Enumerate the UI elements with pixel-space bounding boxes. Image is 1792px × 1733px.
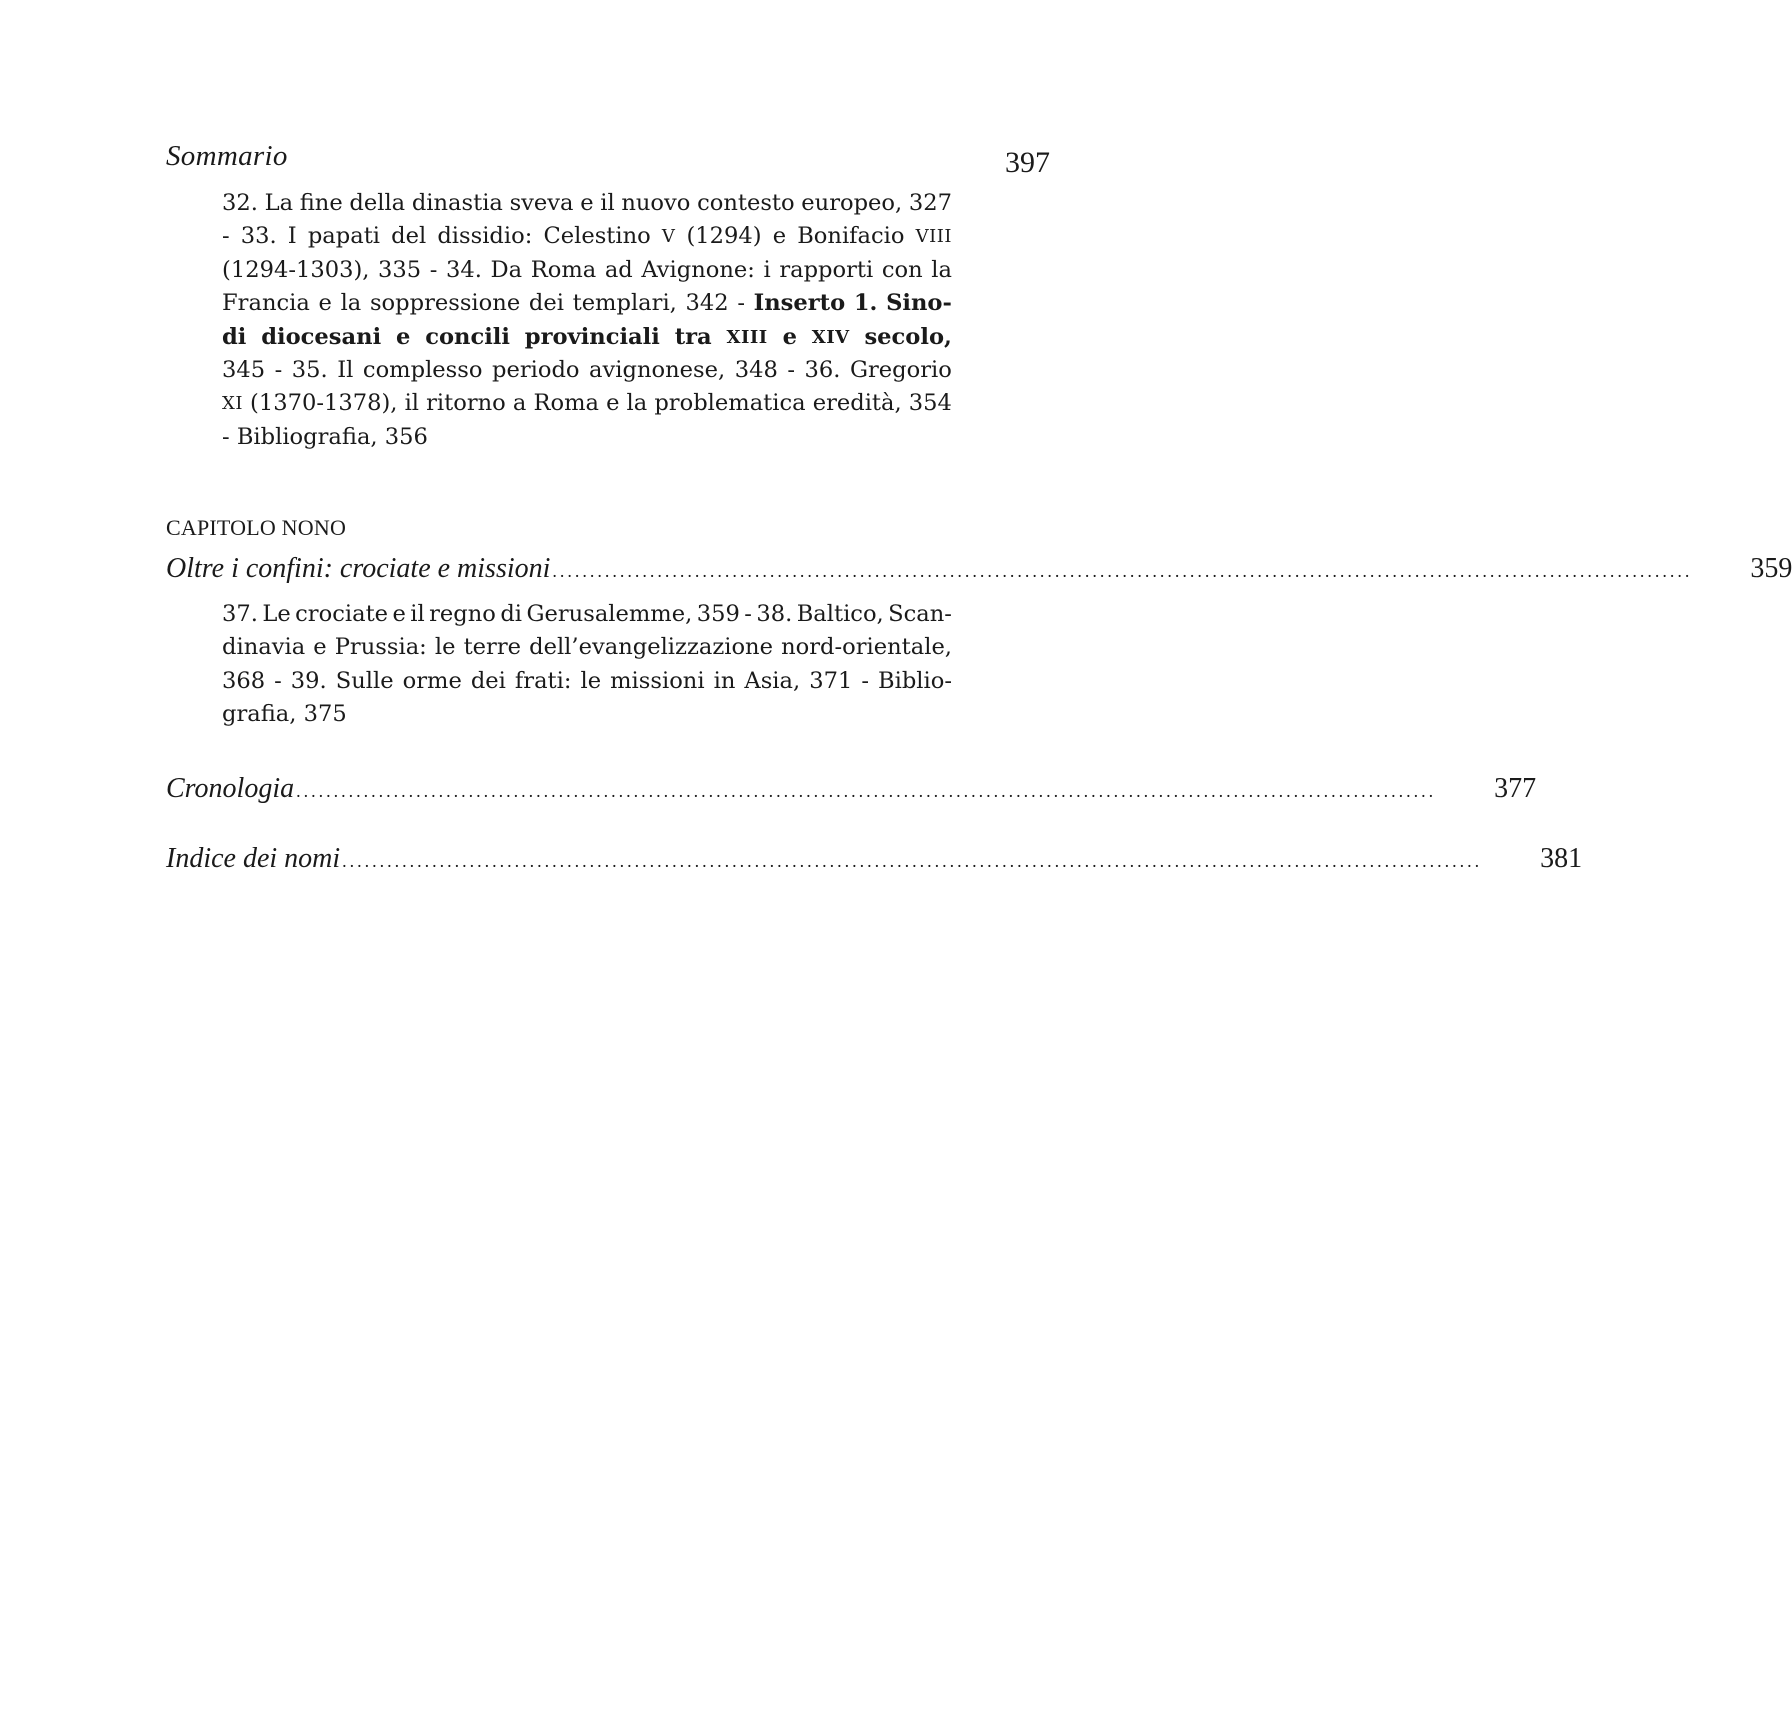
word: la [340, 290, 362, 317]
word: papati [307, 223, 381, 250]
word: terre [463, 634, 522, 661]
summary-line: - Bibliografia, 356 [222, 423, 428, 450]
toc-entry-page: 359 [1750, 553, 1792, 584]
word: dei [528, 290, 564, 317]
word: diocesani [261, 323, 382, 350]
summary-line [222, 254, 952, 287]
word: - [787, 357, 795, 384]
word: - [861, 667, 869, 694]
word: (1294-1303), [222, 256, 370, 283]
word: 37. [222, 601, 258, 627]
word: I [287, 223, 297, 250]
word: - [274, 667, 282, 694]
word: fine [299, 190, 343, 216]
word: dissidio: [437, 223, 533, 250]
word: templari, [572, 290, 677, 317]
word: - [274, 357, 283, 384]
word: XI [222, 393, 243, 415]
summary-line [222, 220, 952, 253]
word: V [661, 226, 676, 248]
word: le [580, 667, 602, 694]
word: 327 [908, 190, 952, 216]
word: 345 [222, 357, 266, 384]
word: Sino- [886, 290, 952, 317]
summary-line [222, 598, 952, 631]
summary-line [222, 665, 952, 698]
word: 354 [908, 390, 952, 417]
leader-dots: ........................................................................................................................................................ [342, 851, 1483, 871]
toc-entry-page: 377 [1494, 773, 1537, 804]
word: 39. [290, 667, 327, 694]
word: Biblio- [878, 667, 952, 694]
word: contesto [697, 190, 795, 216]
word: i [763, 256, 771, 283]
word: Da [490, 256, 523, 283]
chapter-nine-summary [222, 598, 952, 732]
word: XIII [726, 326, 768, 348]
word: Francia [222, 290, 310, 317]
toc-entry-page: 381 [1540, 843, 1583, 874]
word: Il [337, 357, 354, 384]
word: avignonese, [589, 357, 726, 384]
word: del [391, 223, 427, 250]
word: dinavia [222, 634, 306, 661]
word: Gregorio [849, 357, 952, 384]
word: Celestino [543, 223, 651, 250]
word: - [744, 601, 752, 627]
word: VIII [915, 226, 952, 248]
word: 335 [378, 256, 422, 283]
word: 38. [756, 601, 793, 627]
word: Roma [530, 256, 597, 283]
word: 359 [696, 601, 740, 627]
word: complesso [362, 357, 483, 384]
word: Scan- [888, 601, 952, 627]
running-head: Sommario [166, 140, 288, 172]
word: Baltico, [796, 601, 884, 627]
word: 368 [222, 667, 266, 694]
word: il [600, 190, 615, 216]
page-number: 397 [1005, 146, 1050, 179]
word: Bonifacio [797, 223, 905, 250]
word: Roma [533, 390, 599, 417]
word: e [396, 323, 411, 350]
word: 1. [853, 290, 878, 317]
summary-line [222, 387, 952, 420]
word: orme [402, 667, 462, 694]
word: nuovo [621, 190, 691, 216]
word: e [782, 323, 797, 350]
word: - [222, 223, 230, 250]
word: in [713, 667, 736, 694]
word: 342 [685, 290, 729, 317]
word: Avignone: [641, 256, 755, 283]
toc-entry-title: Indice dei nomi [166, 843, 341, 874]
word: nord-orientale, [781, 634, 952, 661]
word: dinastia [411, 190, 503, 216]
toc-entry-cronologia[interactable] [166, 773, 1537, 805]
word: e [392, 601, 406, 627]
word: 36. [804, 357, 841, 384]
leader-dots: ........................................................................................................................................................ [296, 781, 1437, 801]
word: con [881, 256, 923, 283]
summary-line-bold [222, 321, 952, 354]
word: (1370-1378), [250, 390, 398, 417]
word: il [404, 390, 420, 417]
word: dei [470, 667, 506, 694]
word: Inserto [753, 290, 846, 317]
word: Gerusalemme, [526, 601, 693, 627]
summary-line [222, 354, 952, 387]
word: Le [262, 601, 291, 627]
word: Sulle [335, 667, 394, 694]
word: e [580, 190, 594, 216]
word: e [318, 290, 332, 317]
word: missioni [610, 667, 705, 694]
word: Prussia: [334, 634, 427, 661]
word: soppressione [369, 290, 521, 317]
word: 33. [240, 223, 277, 250]
word: le [434, 634, 456, 661]
word: la [626, 390, 648, 417]
word: ritorno [426, 390, 506, 417]
word: della [349, 190, 406, 216]
toc-entry-title: Cronologia [166, 773, 295, 804]
summary-line [222, 631, 952, 664]
word: periodo [491, 357, 580, 384]
word: rapporti [779, 256, 874, 283]
word: eredità, [812, 390, 902, 417]
word: di [222, 323, 247, 350]
word: (1294) [686, 223, 762, 250]
word: crociate [295, 601, 389, 627]
word: XIV [811, 326, 850, 348]
word: - [737, 290, 745, 317]
word: sveva [509, 190, 574, 216]
toc-entry-title: Oltre i confini: crociate e missioni [166, 553, 551, 584]
word: a [512, 390, 527, 417]
word: il [410, 601, 425, 627]
word: Asia, [744, 667, 801, 694]
summary-line [222, 287, 952, 320]
chapter-eight-summary [222, 187, 952, 454]
word: regno [429, 601, 496, 627]
word: e [772, 223, 787, 250]
word: 32. [222, 190, 258, 216]
word: dell’evangelizzazione [529, 634, 773, 661]
word: concili [425, 323, 510, 350]
chapter-label: CAPITOLO NONO [166, 515, 347, 540]
toc-entry-indice-dei-nomi[interactable] [166, 843, 1583, 875]
word: secolo, [864, 323, 952, 350]
word: La [264, 190, 294, 216]
word: e [606, 390, 620, 417]
summary-line [222, 187, 952, 220]
word: 35. [291, 357, 328, 384]
word: 34. [446, 256, 482, 283]
word: tra [674, 323, 712, 350]
word: ad [604, 256, 633, 283]
word: europeo, [801, 190, 903, 216]
word: di [500, 601, 523, 627]
summary-line: grafia, 375 [222, 701, 347, 728]
toc-entry-chapter-nine[interactable] [166, 553, 1792, 585]
word: la [931, 256, 952, 283]
word: 348 [734, 357, 778, 384]
word: frati: [514, 667, 572, 694]
word: e [313, 634, 327, 661]
leader-dots: ........................................................................................................................................................ [552, 561, 1693, 581]
word: 371 [809, 667, 853, 694]
word: problematica [654, 390, 806, 417]
word: provinciali [524, 323, 660, 350]
word: - [429, 256, 438, 283]
